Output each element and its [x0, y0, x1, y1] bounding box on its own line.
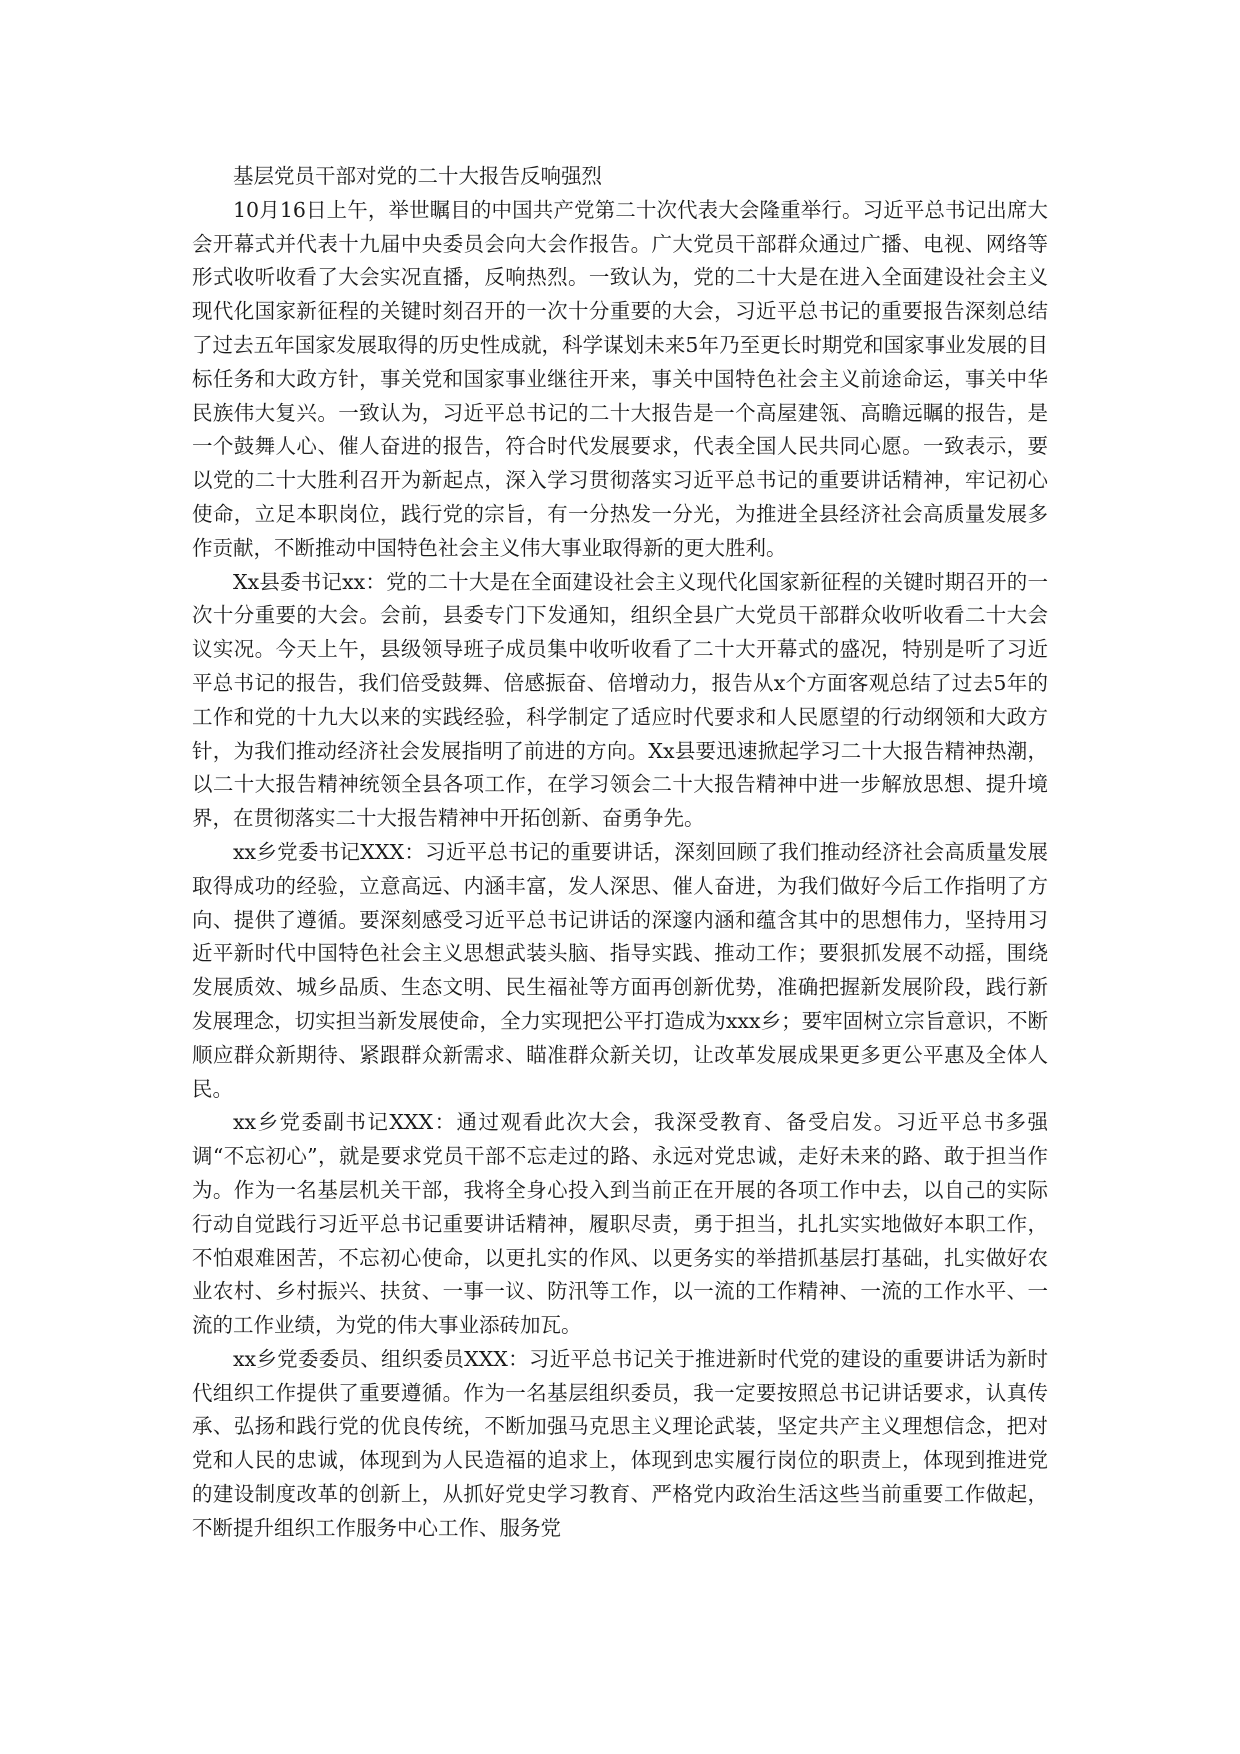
- paragraph-opening: 10月16日上午，举世瞩目的中国共产党第二十次代表大会隆重举行。习近平总书记出席大会开幕式并代表十九届中央委员会向大会作报告。广大党员干部群众通过广播、电视、网络等形式收听收看了大会实况直播，反响热烈。一致认为，党的二十大是在进入全面建设社会主义现代化国家新征程的关键时刻召开的一次十分重要的大会，习近平总书记的重要报告深刻总结了过去五年国家发展取得的历史性成就，科学谋划未来5年乃至更长时期党和国家事业发展的目标任务和大政方针，事关党和国家事业继往开来，事关中国特色社会主义前途命运，事关中华民族伟大复兴。一致认为，习近平总书记的二十大报告是一个高屋建瓴、高瞻远瞩的报告，是一个鼓舞人心、催人奋进的报告，符合时代发展要求，代表全国人民共同心愿。一致表示，要以党的二十大胜利召开为新起点，深入学习贯彻落实习近平总书记的重要讲话精神，牢记初心使命，立足本职岗位，践行党的宗旨，有一分热发一分光，为推进全县经济社会高质量发展多作贡献，不断推动中国特色社会主义伟大事业取得新的更大胜利。: [192, 197, 1048, 560]
- paragraph-organization-member: xx乡党委委员、组织委员XXX：习近平总书记关于推进新时代党的建设的重要讲话为新时代组织工作提供了重要遵循。作为一名基层组织委员，我一定要按照总书记讲话要求，认真传承、弘扬和践行党的优良传统，不断加强马克思主义理论武装，坚定共产主义理想信念，把对党和人民的忠诚，体现到为人民造福的追求上，体现到忠实履行岗位的职责上，体现到推进党的建设制度改革的创新上，从抓好党史学习教育、严格党内政治生活这些当前重要工作做起，不断提升组织工作服务中心工作、服务党: [192, 1346, 1048, 1540]
- document-body: [192, 160, 1048, 1546]
- paragraph-county-secretary: Xx县委书记xx：党的二十大是在全面建设社会主义现代化国家新征程的关键时期召开的一次十分重要的大会。会前，县委专门下发通知，组织全县广大党员干部群众收听收看二十大会议实况。今天上午，县级领导班子成员集中收听收看了二十大开幕式的盛况，特别是听了习近平总书记的报告，我们倍受鼓舞、倍感振奋、倍增动力，报告从x个方面客观总结了过去5年的工作和党的十九大以来的实践经验，科学制定了适应时代要求和人民愿望的行动纲领和大政方针，为我们推动经济社会发展指明了前进的方向。Xx县要迅速掀起学习二十大报告精神热潮，以二十大报告精神统领全县各项工作，在学习领会二十大报告精神中进一步解放思想、提升境界，在贯彻落实二十大报告精神中开拓创新、奋勇争先。: [192, 569, 1048, 831]
- paragraph-township-secretary: xx乡党委书记XXX：习近平总书记的重要讲话，深刻回顾了我们推动经济社会高质量发展取得成功的经验，立意高远、内涵丰富，发人深思、催人奋进，为我们做好今后工作指明了方向、提供了遵循。要深刻感受习近平总书记讲话的深邃内涵和蕴含其中的思想伟力，坚持用习近平新时代中国特色社会主义思想武装头脑、指导实践、推动工作；要狠抓发展不动摇，围绕发展质效、城乡品质、生态文明、民生福祉等方面再创新优势，准确把握新发展阶段，践行新发展理念，切实担当新发展使命，全力实现把公平打造成为xxx乡；要牢固树立宗旨意识，不断顺应群众新期待、紧跟群众新需求、瞄准群众新关切，让改革发展成果更多更公平惠及全体人民。: [192, 839, 1048, 1101]
- paragraph-deputy-secretary: xx乡党委副书记XXX：通过观看此次大会，我深受教育、备受启发。习近平总书多强调“不忘初心”，就是要求党员干部不忘走过的路、永远对党忠诚，走好未来的路、敢于担当作为。作为一名基层机关干部，我将全身心投入到当前正在开展的各项工作中去，以自己的实际行动自觉践行习近平总书记重要讲话精神，履职尽责，勇于担当，扎扎实实地做好本职工作，不怕艰难困苦，不忘初心使命，以更扎实的作风、以更务实的举措抓基层打基础，扎实做好农业农村、乡村振兴、扶贫、一事一议、防汛等工作，以一流的工作精神、一流的工作水平、一流的工作业绩，为党的伟大事业添砖加瓦。: [192, 1110, 1048, 1338]
- document-title: 基层党员干部对党的二十大报告反响强烈: [233, 164, 602, 188]
